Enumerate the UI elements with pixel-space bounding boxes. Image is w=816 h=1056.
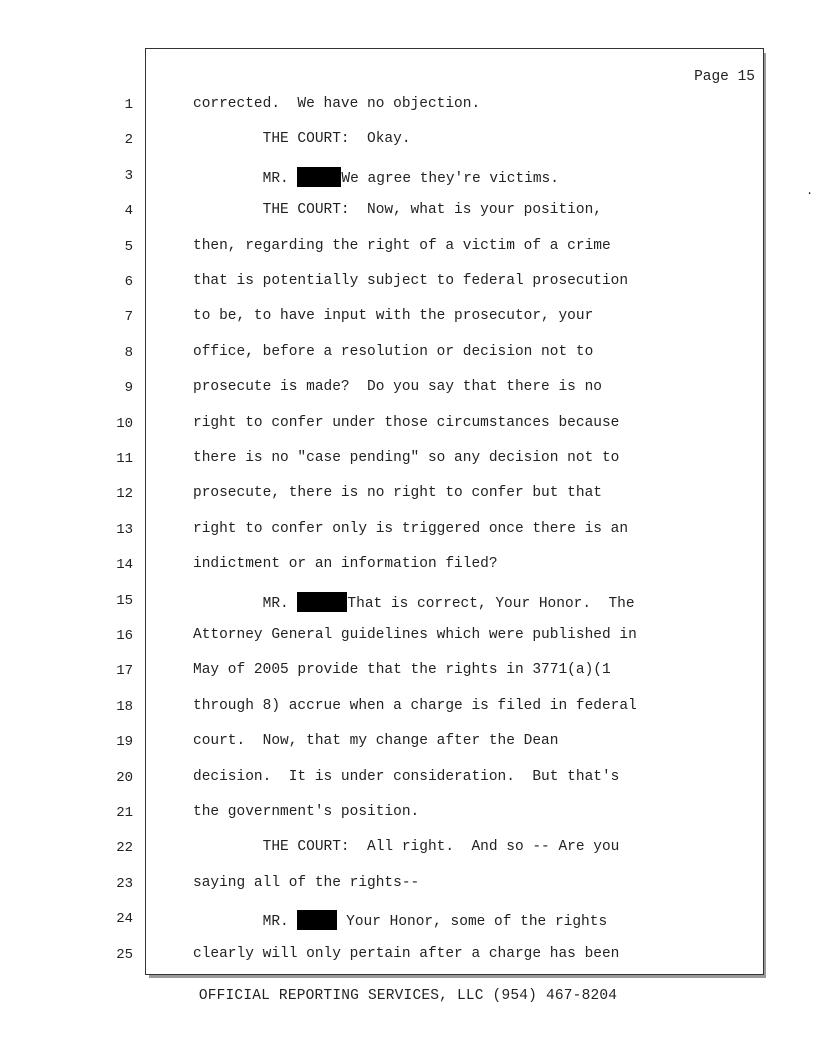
- transcript-line: corrected. We have no objection.: [193, 96, 481, 112]
- transcript-line: then, regarding the right of a victim of a crime: [193, 237, 611, 254]
- redaction-block: [297, 592, 347, 612]
- transcript-line: the government's position.: [193, 804, 420, 820]
- transcript-page: [145, 48, 764, 975]
- redaction-block: [297, 910, 337, 930]
- transcript-line: office, before a resolution or decision not to: [193, 343, 594, 360]
- line-number: 5: [124, 238, 133, 255]
- line-number: 19: [116, 734, 133, 751]
- line-number: 7: [124, 309, 133, 326]
- line-number: 3: [124, 167, 133, 184]
- transcript-line: to be, to have input with the prosecutor, your: [193, 308, 594, 325]
- transcript-line: THE COURT: Okay.: [193, 131, 411, 148]
- line-number: 25: [116, 946, 133, 963]
- transcript-line: Attorney General guidelines which were published in: [193, 627, 637, 643]
- transcript-line: prosecute, there is no right to confer but that: [193, 485, 602, 502]
- line-number: 6: [124, 274, 133, 290]
- line-text-after-redaction: That is correct, Your Honor. The: [347, 595, 635, 612]
- footer-reporting-service: OFFICIAL REPORTING SERVICES, LLC (954) 467-8204: [198, 988, 618, 1004]
- line-number: 15: [116, 592, 133, 609]
- transcript-line: May of 2005 provide that the rights in 3771(a)(1: [193, 662, 611, 679]
- speaker-prefix: MR.: [193, 170, 298, 187]
- line-number: 13: [116, 521, 133, 538]
- transcript-line: there is no "case pending" so any decision not to: [193, 450, 620, 466]
- transcript-line: through 8) accrue when a charge is filed in federal: [193, 697, 637, 714]
- line-number: 18: [116, 698, 133, 715]
- line-number: 16: [116, 628, 133, 644]
- transcript-line: [193, 167, 559, 187]
- transcript-line: right to confer under those circumstances because: [193, 414, 620, 431]
- line-number: 14: [116, 557, 133, 574]
- line-text-after-redaction: We agree they're victims.: [341, 170, 559, 187]
- line-number: 2: [124, 132, 133, 149]
- line-number: 12: [116, 486, 133, 503]
- transcript-line: indictment or an information filed?: [193, 556, 498, 573]
- stray-mark: .: [806, 184, 814, 198]
- transcript-line: [193, 910, 607, 930]
- redaction-block: [297, 167, 341, 187]
- line-number: 10: [116, 415, 133, 432]
- transcript-line: decision. It is under consideration. But that's: [193, 768, 620, 785]
- speaker-prefix: MR.: [193, 595, 298, 612]
- transcript-line: [193, 592, 635, 612]
- line-number: 22: [116, 840, 133, 857]
- line-number: 9: [124, 380, 133, 397]
- line-number: 11: [116, 451, 133, 467]
- line-number: 23: [116, 875, 133, 892]
- line-number: 17: [116, 663, 133, 680]
- transcript-line: right to confer only is triggered once there is an: [193, 520, 629, 537]
- speaker-prefix: MR.: [193, 914, 298, 931]
- line-number: 8: [124, 344, 133, 361]
- transcript-line: that is potentially subject to federal prosecution: [193, 273, 629, 289]
- transcript-line: clearly will only pertain after a charge has been: [193, 945, 620, 962]
- transcript-line: THE COURT: All right. And so -- Are you: [193, 839, 620, 856]
- line-number: 1: [124, 97, 133, 113]
- transcript-line: saying all of the rights--: [193, 874, 420, 891]
- line-number: 4: [124, 203, 133, 220]
- transcript-line: prosecute is made? Do you say that there is no: [193, 379, 602, 396]
- line-number: 24: [116, 911, 133, 928]
- transcript-line: THE COURT: Now, what is your position,: [193, 202, 602, 219]
- page-number-label: Page 15: [694, 69, 755, 85]
- line-number: 20: [116, 769, 133, 786]
- line-text-after-redaction: Your Honor, some of the rights: [337, 914, 608, 931]
- line-number: 21: [116, 805, 133, 821]
- transcript-line: court. Now, that my change after the Dean: [193, 733, 559, 750]
